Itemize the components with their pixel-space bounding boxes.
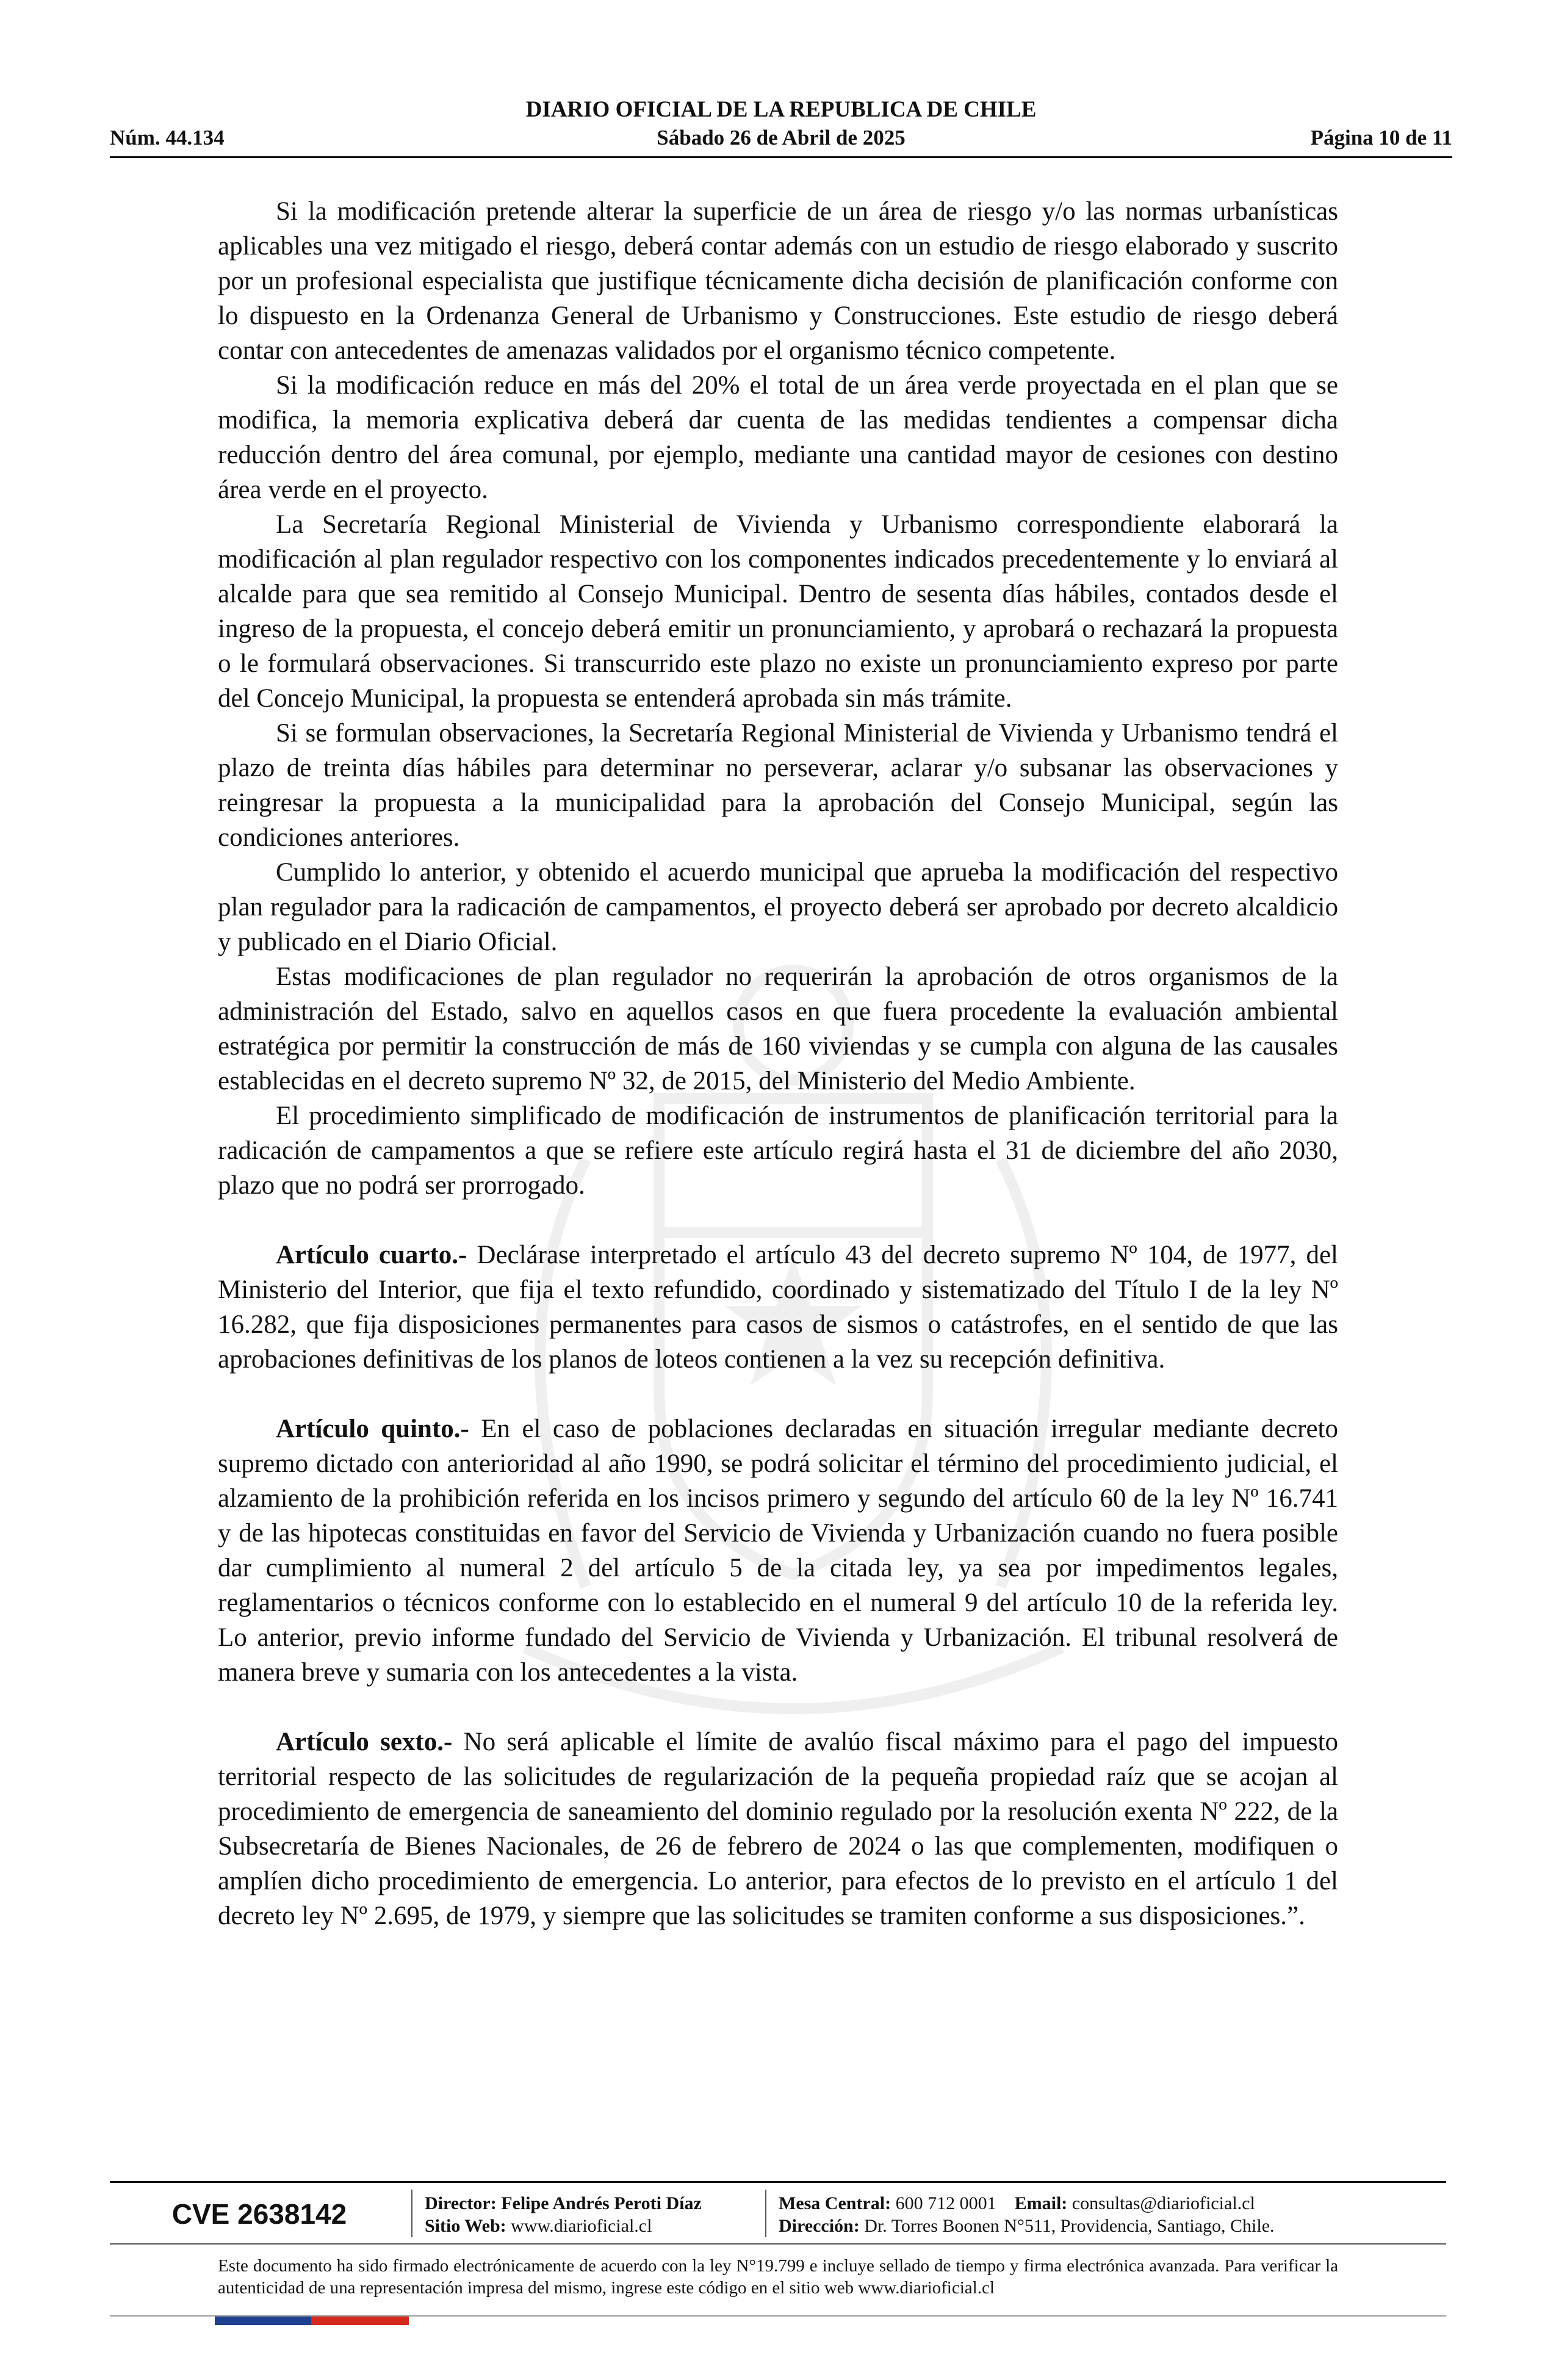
page-header <box>110 92 1452 159</box>
footer-divider <box>110 2181 1446 2183</box>
flag-stripe-red <box>311 2317 409 2325</box>
document-body <box>218 194 1338 1933</box>
cve-code: CVE 2638142 <box>171 2198 347 2230</box>
site-label: Sitio Web: <box>425 2216 506 2236</box>
body-paragraph: Si la modificación pretende alterar la superficie de un área de riesgo y/o las normas urbanísticas aplicables una vez mitigado el riesgo, deberá contar además con un estudio de riesgo elaborado y suscrito por un profesional especialista que justifique técnicamente dicha decisión de planificación conforme con lo dispuesto en la Ordenanza General de Urbanismo y Construcciones. Este estudio de riesgo deberá contar con antecedentes de amenazas validados por el organismo técnico competente. <box>218 197 1338 365</box>
article-text: No será aplicable el límite de avalúo fiscal máximo para el pago del impuesto territorial respecto de las solicitudes de regularización de la pequeña propiedad raíz que se acojan al procedimiento de emergencia de saneamiento del dominio regulado por la resolución exenta Nº 222, de la Subsecretaría de Bienes Nacionales, de 26 de febrero de 2024 o las que complementen, modifiquen o amplíen dicho procedimiento de emergencia. Lo anterior, para efectos de lo previsto en el artículo 1 del decreto ley Nº 2.695, de 1979, y siempre que las solicitudes se tramiten conforme a sus disposiciones.”. <box>218 1728 1339 1930</box>
address-label: Dirección: <box>779 2216 860 2236</box>
body-paragraph: Si la modificación reduce en más del 20% el total de un área verde proyectada en el plan que se modifica, la memoria explicativa deberá dar cuenta de las medidas tendientes a compensar dicha reducción dentro del área comunal, por ejemplo, mediante una cantidad mayor de cesiones con destino área verde en el proyecto. <box>218 371 1338 504</box>
mesa-phone: 600 712 0001 <box>895 2193 996 2213</box>
footer-separator <box>411 2190 412 2237</box>
director-name: Felipe Andrés Peroti Díaz <box>501 2193 702 2213</box>
footer-separator <box>765 2190 766 2237</box>
footer-contact-block <box>779 2192 1275 2237</box>
article-quinto <box>218 1412 1338 1690</box>
footer-director-block <box>425 2192 702 2237</box>
email-link[interactable]: consultas@diarioficial.cl <box>1072 2193 1255 2213</box>
article-heading: Artículo cuarto.- <box>276 1241 467 1269</box>
footer-divider <box>110 2243 1446 2245</box>
issue-number: Núm. 44.134 <box>110 126 225 150</box>
article-heading: Artículo quinto.- <box>276 1415 469 1443</box>
article-text: Declárase interpretado el artículo 43 del decreto supremo Nº 104, de 1977, del Ministerio del Interior, que fija el texto refundido, coordinado y sistematizado del Título I de la ley Nº 16.282, que fija disposiciones permanentes para casos de sismos o catástrofes, en el sentido de que las aprobaciones definitivas de los planos de loteos contienen a la vez su recepción definitiva. <box>218 1241 1338 1374</box>
article-cuarto <box>218 1238 1338 1377</box>
newspaper-title: DIARIO OFICIAL DE LA REPUBLICA DE CHILE <box>525 97 1037 122</box>
article-text: En el caso de poblaciones declaradas en situación irregular mediante decreto supremo dictado con anterioridad al año 1990, se podrá solicitar el término del procedimiento judicial, el alzamiento de la prohibición referida en los incisos primero y segundo del artículo 60 de la ley Nº 16.741 y de las hipotecas constituidas en favor del Servicio de Vivienda y Urbanización cuando no fuera posible dar cumplimiento al numeral 2 del artículo 5 de la citada ley, ya sea por impedimentos legales, reglamentarios o técnicos conforme con lo establecido en el numeral 9 del artículo 10 de la referida ley. Lo anterior, previo informe fundado del Servicio de Vivienda y Urbanización. El tribunal resolverá de manera breve y sumaria con los antecedentes a la vista. <box>218 1415 1339 1687</box>
page-number: Página 10 de 11 <box>1310 126 1452 150</box>
body-paragraph: Cumplido lo anterior, y obtenido el acuerdo municipal que aprueba la modificación del respectivo plan regulador para la radicación de campamentos, el proyecto deberá ser aprobado por decreto alcaldicio y publicado en el Diario Oficial. <box>218 858 1338 956</box>
issue-date: Sábado 26 de Abril de 2025 <box>657 126 906 150</box>
legal-notice: Este documento ha sido firmado electrónicamente de acuerdo con la ley N°19.799 e incluye sellado de tiempo y firma electrónica avanzada. Para verificar la autenticidad de una representación impresa del mismo, ingrese este código en el sitio web www.diarioficial.cl <box>218 2256 1338 2298</box>
body-paragraph: Si se formulan observaciones, la Secretaría Regional Ministerial de Vivienda y Urbanismo tendrá el plazo de treinta días hábiles para determinar no perseverar, aclarar y/o subsanar las observaciones y reingresar la propuesta a la municipalidad para la aprobación del Consejo Municipal, según las condiciones anteriores. <box>218 719 1338 852</box>
body-paragraph: Estas modificaciones de plan regulador no requerirán la aprobación de otros organismos de la administración del Estado, salvo en aquellos casos en que fuera procedente la evaluación ambiental estratégica por permitir la construcción de más de 160 viviendas y se cumpla con alguna de las causales establecidas en el decreto supremo Nº 32, de 2015, del Ministerio del Medio Ambiente. <box>218 962 1338 1095</box>
header-divider <box>110 156 1452 158</box>
body-paragraph: La Secretaría Regional Ministerial de Vivienda y Urbanismo correspondiente elaborará la modificación al plan regulador respectivo con los componentes indicados precedentemente y lo enviará al alcalde para que sea remitido al Consejo Municipal. Dentro de sesenta días hábiles, contados desde el ingreso de la propuesta, el concejo deberá emitir un pronunciamiento, y aprobará o rechazará la propuesta o le formulará observaciones. Si transcurrido este plazo no existe un pronunciamiento expreso por parte del Concejo Municipal, la propuesta se entenderá aprobada sin más trámite. <box>218 510 1338 713</box>
body-paragraph: El procedimiento simplificado de modificación de instrumentos de planificación territorial para la radicación de campamentos a que se refiere este artículo regirá hasta el 31 de diciembre del año 2030, plazo que no podrá ser prorrogado. <box>218 1102 1338 1200</box>
article-heading: Artículo sexto.- <box>276 1728 453 1756</box>
mesa-label: Mesa Central: <box>779 2193 891 2213</box>
article-sexto <box>218 1725 1338 1933</box>
director-label: Director: <box>425 2193 497 2213</box>
address-value: Dr. Torres Boonen N°511, Providencia, Santiago, Chile. <box>864 2216 1275 2236</box>
flag-stripe-blue <box>215 2317 311 2325</box>
email-label: Email: <box>1014 2193 1068 2213</box>
site-link[interactable]: www.diarioficial.cl <box>511 2216 652 2236</box>
